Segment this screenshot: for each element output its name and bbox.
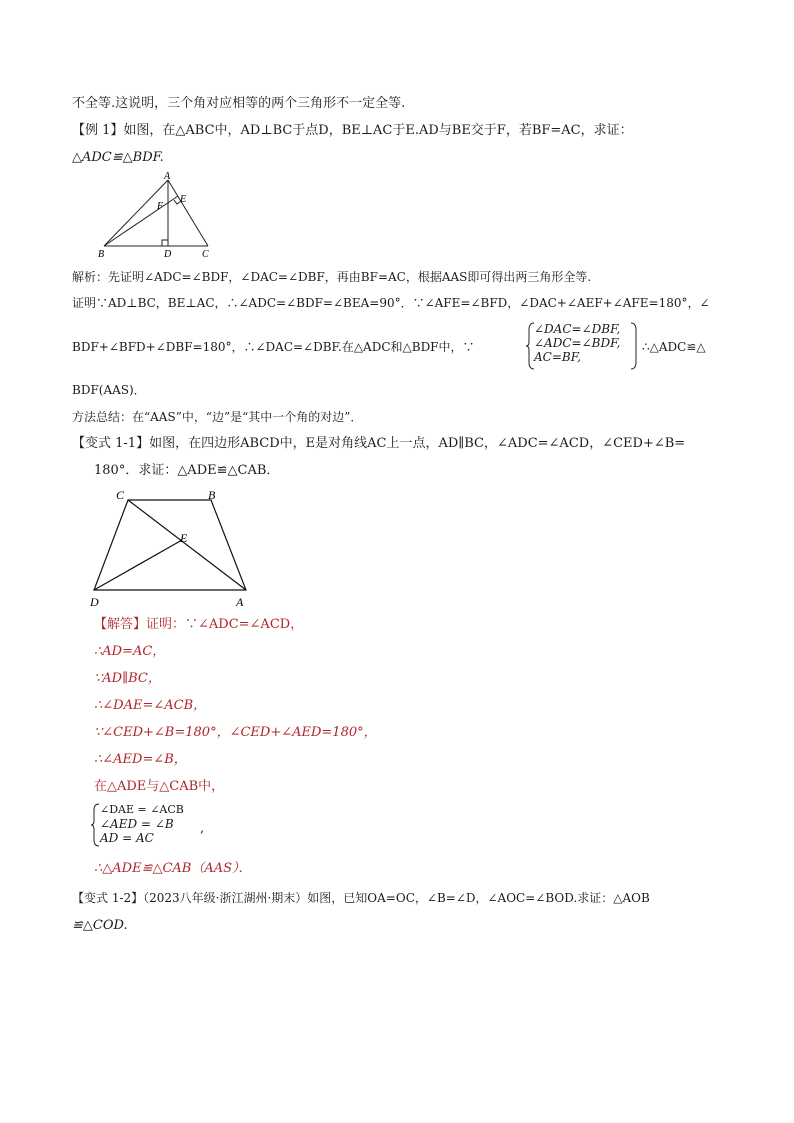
answer-line-7: 在△ADE与△CAB中， [94, 779, 225, 794]
system-row: AC=BF, [534, 350, 581, 364]
answer-conclusion: ∴△ADE≌△CAB（AAS）． [94, 861, 252, 876]
vertex-c-label: C [116, 488, 125, 502]
equation-system-1 [534, 322, 620, 364]
answer-line-2: ∴AD=AC， [94, 644, 166, 659]
vertex-a-label: A [236, 595, 244, 609]
analysis-line: 解析：先证明∠ADC=∠BDF，∠DAC=∠DBF，再由BF=AC，根据AAS即可得出两三角形全等. [72, 270, 592, 284]
figure-triangle-abc [98, 170, 218, 260]
right-brace [630, 322, 640, 370]
system-row: ∠DAE = ∠ACB [100, 803, 184, 816]
text-line: 不全等.这说明，三个角对应相等的两个三角形不一定全等. [72, 96, 406, 111]
example-1-goal: △ADC≌△BDF. [72, 150, 164, 165]
vertex-e-label: E [180, 194, 187, 205]
variant-1-1-heading: 【变式 1-1】如图，在四边形ABCD中，E是对角线AC上一点，AD∥BC，∠ADC=∠ACD，∠CED+∠B= [72, 436, 686, 451]
system-2-comma: , [200, 821, 205, 836]
answer-line-4: ∴∠DAE=∠ACB， [94, 698, 207, 713]
variant-1-2-goal: ≌△COD. [72, 918, 128, 933]
left-brace [526, 322, 536, 370]
vertex-f-label: F [157, 201, 164, 212]
proof-line-2: BDF+∠BFD+∠DBF=180°，∴∠DAC=∠DBF.在△ADC和△BDF中，∵ [72, 340, 475, 354]
answer-line-6: ∴∠AED=∠B， [94, 752, 187, 767]
answer-line-1: 【解答】证明：∵∠ADC=∠ACD， [94, 617, 304, 632]
system-row: ∠ADC=∠BDF, [534, 336, 621, 350]
answer-line-5: ∵∠CED+∠B=180°，∠CED+∠AED=180°， [94, 725, 377, 740]
system-row: ∠DAC=∠DBF, [534, 322, 621, 336]
variant-1-2-heading: 【变式 1-2】（2023八年级·浙江湖州·期末）如图，已知OA=OC，∠B=∠D，∠AOC=∠BOD.求证：△AOB [72, 891, 650, 905]
system-row: ∠AED = ∠B [100, 817, 174, 831]
system-row: AD = AC [100, 831, 154, 845]
proof-line-3: BDF(AAS)． [72, 383, 146, 397]
variant-1-1-goal: 180°．求证：△ADE≌△CAB． [94, 463, 280, 478]
vertex-d-label: D [164, 249, 172, 260]
method-summary: 方法总结：在“AAS”中，“边”是“其中一个角的对边”． [72, 410, 363, 424]
proof-line-1: 证明∵AD⊥BC，BE⊥AC，∴∠ADC=∠BDF=∠BEA=90°．∵∠AFE=∠BFD，∠DAC+∠AEF+∠AFE=180°，∠ [72, 296, 710, 310]
vertex-d-label: D [90, 595, 99, 609]
vertex-e-label: E [180, 531, 188, 545]
figure-quadrilateral-abcd [86, 486, 266, 611]
vertex-a-label: A [164, 171, 171, 182]
vertex-b-label: B [98, 249, 105, 260]
answer-line-3: ∵AD∥BC， [94, 671, 161, 686]
proof-line-2-tail: ∴△ADC≌△ [642, 340, 706, 354]
vertex-c-label: C [202, 249, 209, 260]
example-1-heading: 【例 1】如图，在△ABC中，AD⊥BC于点D，BE⊥AC于E.AD与BE交于F，若BF=AC，求证： [72, 123, 633, 138]
equation-system-2 [100, 803, 184, 845]
vertex-b-label: B [208, 488, 216, 502]
